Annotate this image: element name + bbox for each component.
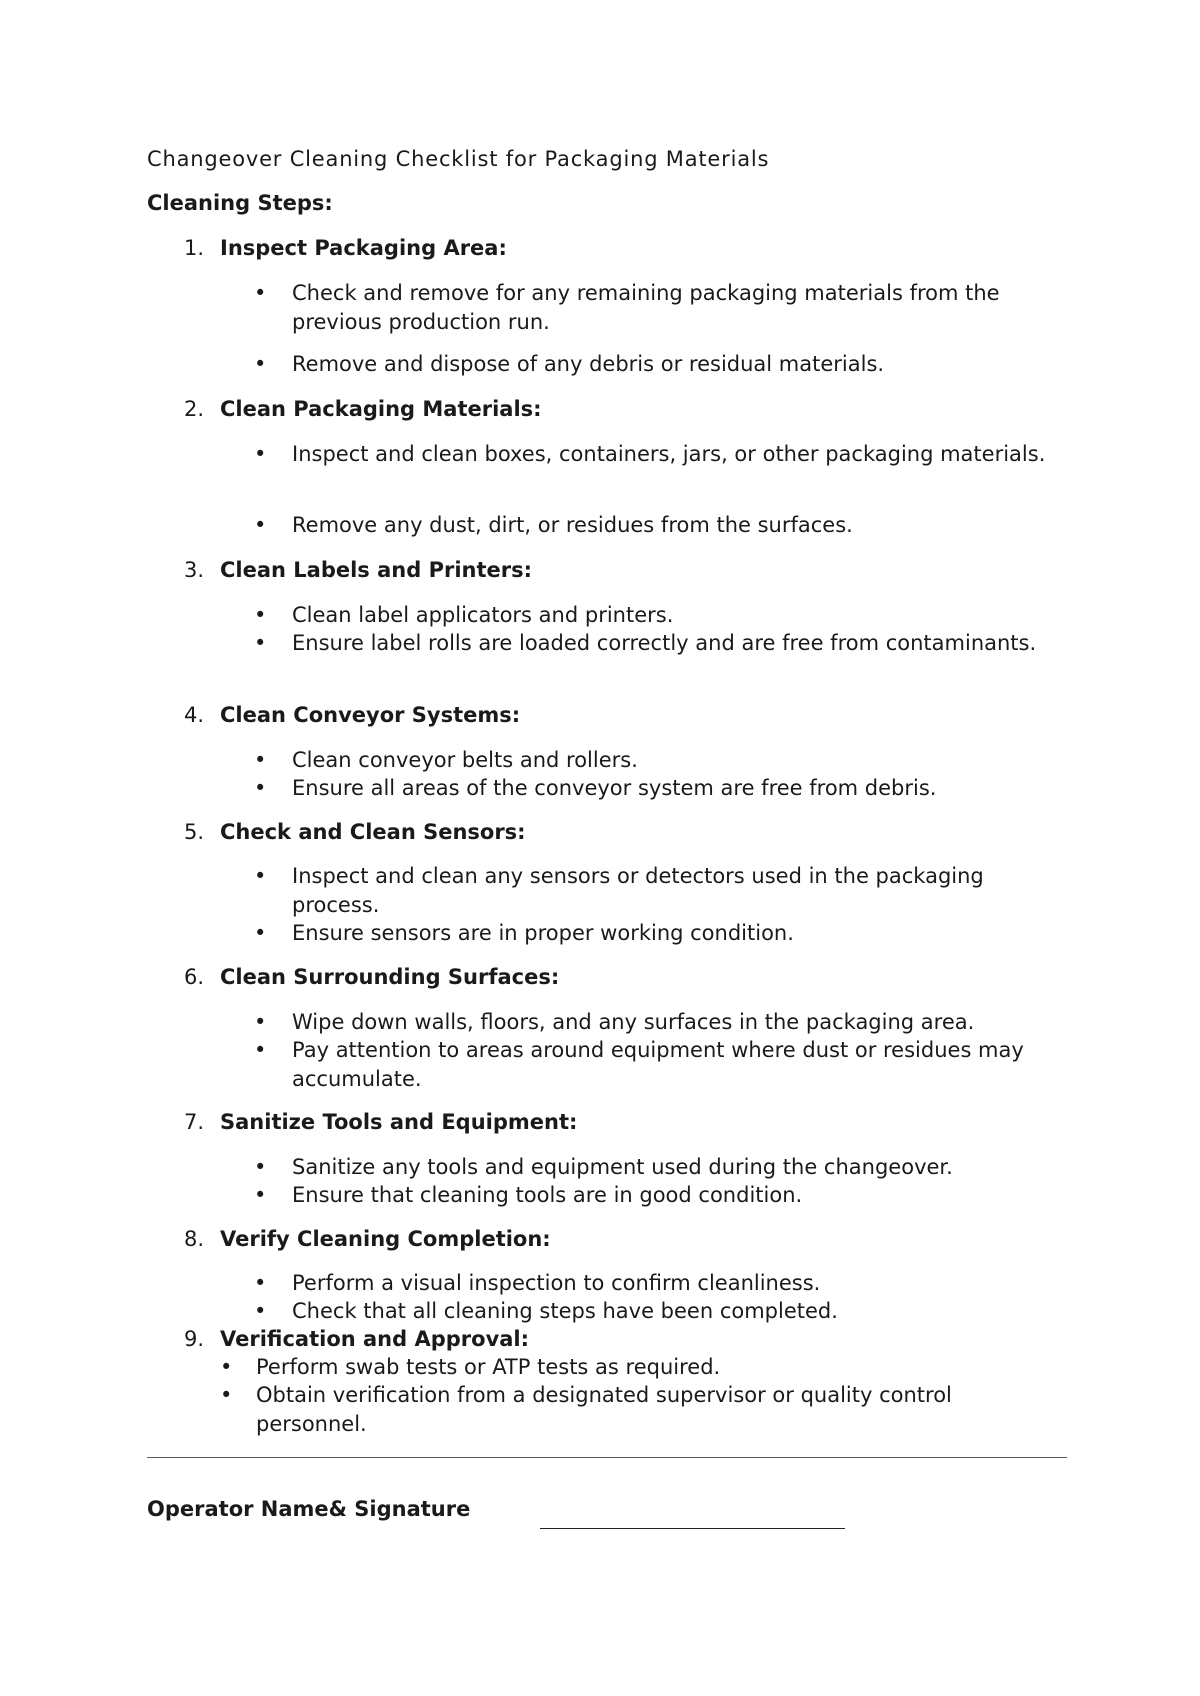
list-item [254, 350, 1072, 379]
list-item-text: Remove and dispose of any debris or residual materials. [292, 352, 885, 376]
bullet-icon: • [254, 921, 267, 945]
step-9-title [184, 1325, 529, 1354]
list-item [254, 1269, 1072, 1298]
list-item [254, 1153, 1072, 1182]
page-title: Changeover Cleaning Checklist for Packaging Materials [147, 147, 770, 171]
list-item-text: Inspect and clean any sensors or detectors used in the packaging process. [292, 864, 984, 917]
step-number: 4. [184, 703, 205, 727]
list-item [220, 1381, 1056, 1439]
step-label: Inspect Packaging Area: [220, 236, 507, 260]
list-item [254, 440, 1072, 469]
list-item-text: Ensure sensors are in proper working condition. [292, 921, 794, 945]
bullet-icon: • [254, 748, 267, 772]
signature-label: Operator Name& Signature [147, 1497, 471, 1521]
list-item [254, 774, 1072, 803]
step-number: 1. [184, 236, 205, 260]
list-item-text: Remove any dust, dirt, or residues from the surfaces. [292, 513, 853, 537]
bullet-icon: • [254, 1038, 267, 1062]
step-label: Verify Cleaning Completion: [220, 1227, 551, 1251]
list-item [254, 919, 1072, 948]
step-7-title [184, 1108, 577, 1137]
bullet-icon: • [254, 442, 267, 466]
step-1-title [184, 234, 507, 263]
list-item-text: Perform a visual inspection to confirm cleanliness. [292, 1271, 821, 1295]
step-8-title [184, 1225, 551, 1254]
bullet-icon: • [254, 1299, 267, 1323]
bullet-icon: • [254, 513, 267, 537]
list-item [220, 1353, 1056, 1382]
list-item [254, 1008, 1072, 1037]
step-6-title [184, 963, 559, 992]
list-item [254, 1036, 1072, 1094]
bullet-icon: • [220, 1355, 233, 1379]
list-item-text: Perform swab tests or ATP tests as required. [256, 1355, 721, 1379]
step-label: Sanitize Tools and Equipment: [220, 1110, 578, 1134]
bullet-icon: • [254, 776, 267, 800]
step-label: Clean Packaging Materials: [220, 397, 542, 421]
list-item-text: Ensure label rolls are loaded correctly and are free from contaminants. [292, 631, 1037, 655]
step-2-title [184, 395, 542, 424]
list-item-text: Wipe down walls, floors, and any surfaces in the packaging area. [292, 1010, 975, 1034]
list-item [254, 1181, 1072, 1210]
list-item [254, 629, 1072, 658]
bullet-icon: • [254, 352, 267, 376]
list-item [254, 862, 1072, 920]
step-number: 9. [184, 1327, 205, 1351]
bullet-icon: • [254, 631, 267, 655]
list-item [254, 601, 1072, 630]
step-label: Verification and Approval: [220, 1327, 530, 1351]
horizontal-divider [147, 1457, 1067, 1458]
step-number: 6. [184, 965, 205, 989]
step-number: 5. [184, 820, 205, 844]
list-item-text: Pay attention to areas around equipment where dust or residues may accumulate. [292, 1038, 1024, 1091]
bullet-icon: • [254, 1010, 267, 1034]
list-item-text: Check that all cleaning steps have been completed. [292, 1299, 838, 1323]
bullet-icon: • [254, 1155, 267, 1179]
step-number: 7. [184, 1110, 205, 1134]
bullet-icon: • [254, 281, 267, 305]
step-5-title [184, 818, 526, 847]
list-item-text: Sanitize any tools and equipment used during the changeover. [292, 1155, 953, 1179]
section-heading: Cleaning Steps: [147, 191, 333, 215]
step-label: Check and Clean Sensors: [220, 820, 526, 844]
step-label: Clean Surrounding Surfaces: [220, 965, 560, 989]
list-item-text: Clean conveyor belts and rollers. [292, 748, 638, 772]
list-item [254, 511, 1072, 540]
list-item [254, 279, 1072, 337]
bullet-icon: • [254, 1271, 267, 1295]
bullet-icon: • [220, 1383, 233, 1407]
list-item [254, 746, 1072, 775]
step-number: 8. [184, 1227, 205, 1251]
list-item-text: Check and remove for any remaining packaging materials from the previous production run. [292, 281, 1000, 334]
list-item-text: Ensure that cleaning tools are in good condition. [292, 1183, 803, 1207]
step-number: 2. [184, 397, 205, 421]
signature-line [540, 1528, 845, 1529]
list-item-text: Inspect and clean boxes, containers, jars, or other packaging materials. [292, 442, 1046, 466]
step-label: Clean Labels and Printers: [220, 558, 533, 582]
step-number: 3. [184, 558, 205, 582]
step-3-title [184, 556, 532, 585]
step-4-title [184, 701, 520, 730]
list-item-text: Ensure all areas of the conveyor system are free from debris. [292, 776, 937, 800]
bullet-icon: • [254, 864, 267, 888]
list-item [254, 1297, 1072, 1326]
bullet-icon: • [254, 1183, 267, 1207]
list-item-text: Obtain verification from a designated supervisor or quality control personnel. [256, 1383, 952, 1436]
bullet-icon: • [254, 603, 267, 627]
step-label: Clean Conveyor Systems: [220, 703, 521, 727]
list-item-text: Clean label applicators and printers. [292, 603, 674, 627]
